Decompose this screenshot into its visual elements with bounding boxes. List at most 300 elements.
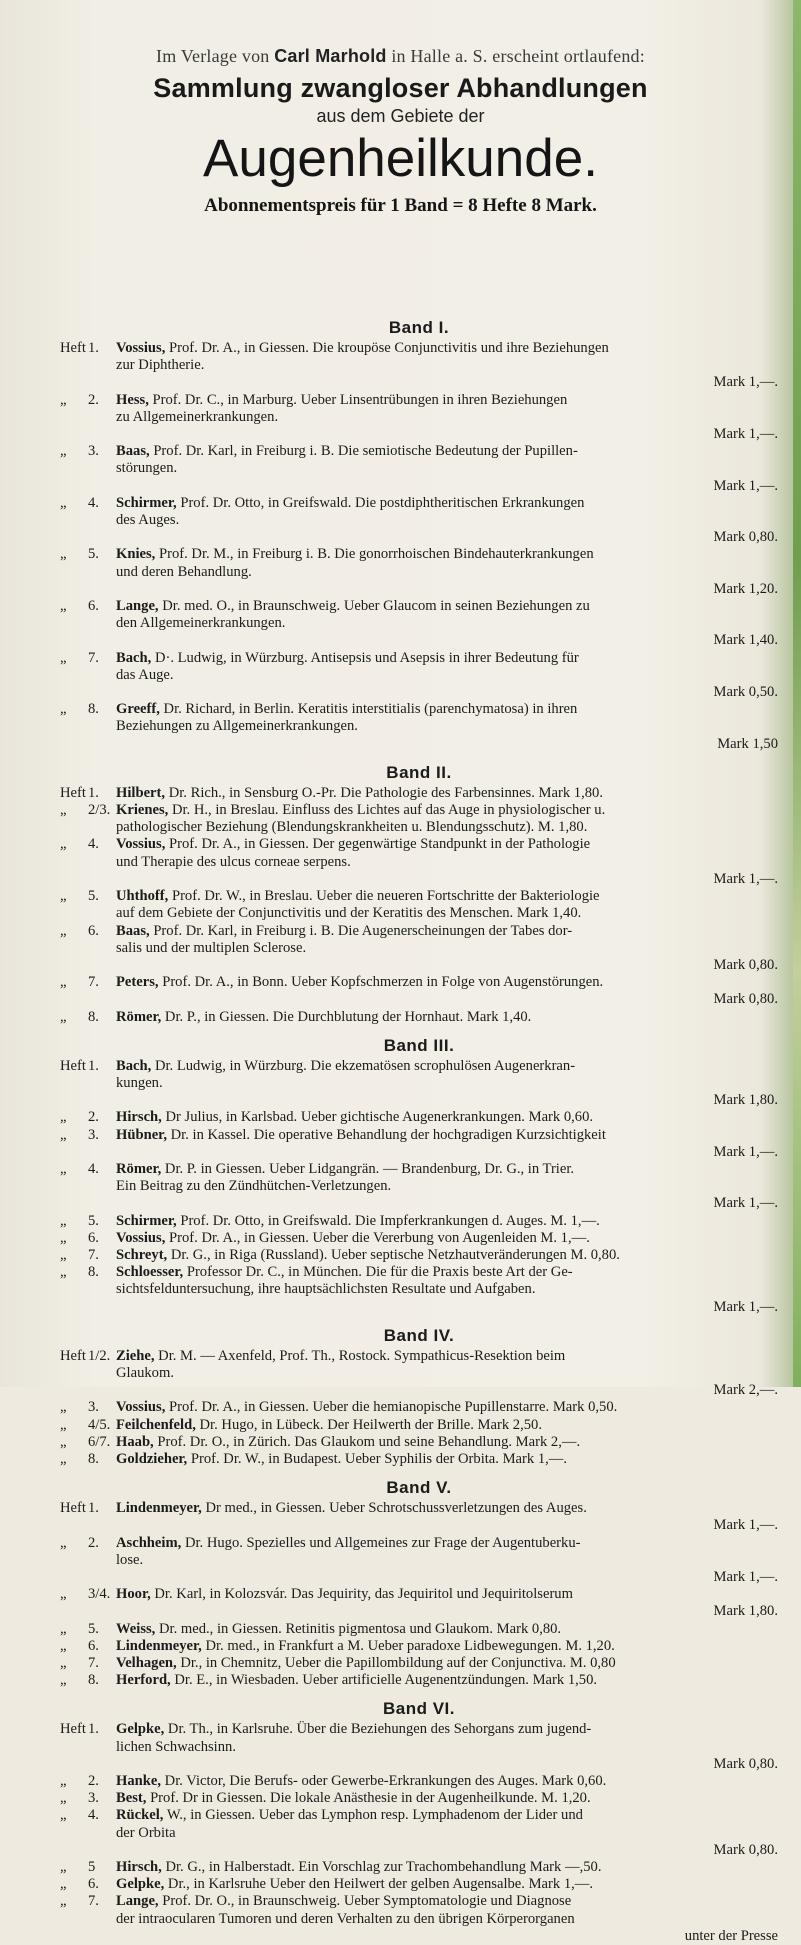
entry-line [116,718,778,735]
catalogue-entry [60,1213,778,1230]
catalogue-entry [60,495,778,547]
catalogue-entry [60,1348,778,1400]
entry-line [116,392,778,409]
entry-line [116,443,778,460]
issue-label: Heft [60,1057,86,1074]
issue-number [60,836,114,853]
issue-label: „ [60,1672,67,1689]
author-name: Hoor, [116,1586,151,1603]
issue-number [60,1109,114,1126]
issue-no: 2. [88,1109,99,1126]
entry-line [116,905,778,922]
entry-line [116,1127,778,1144]
entry-line [116,836,778,853]
issue-no: 3. [88,443,99,460]
issue-label: „ [60,546,67,563]
issue-no: 7. [88,649,99,666]
author-name: Hess, [116,391,149,408]
issue-label: „ [60,391,67,408]
issue-label: „ [60,1416,67,1433]
entry-price: Mark 0,80. [713,1841,778,1858]
issue-no: 1. [88,784,99,801]
issue-no: 3. [88,1126,99,1143]
issue-label: „ [60,1876,67,1893]
catalogue-entry [60,1127,778,1161]
issue-no: 6/7. [88,1433,111,1450]
entry-text: Dr. Ludwig, in Würzburg. Die ekzematösen scrophulösen Augenerkran- [154,1057,576,1074]
catalogue-entry [60,802,778,836]
entry-line [116,357,778,374]
entry-price: Mark 1,—. [713,1298,778,1315]
issue-number [60,1161,114,1178]
issue-label: „ [60,443,67,460]
entry-line [116,1264,778,1281]
entry-text: Prof. Dr. M., in Freiburg i. B. Die gonorrhoischen Bindehauterkrankungen [158,546,594,563]
issue-no: 4. [88,836,99,853]
author-name: Rückel, [116,1807,164,1824]
catalogue-entry [60,1721,778,1773]
author-name: Vossius, [116,1229,166,1246]
entry-line [116,1893,778,1910]
catalogue-entry [60,1773,778,1790]
entry-price: Mark 1,—. [713,1517,778,1534]
issue-no: 5. [88,546,99,563]
issue-label: „ [60,1655,67,1672]
entry-price: Mark 0,80. [713,529,778,546]
author-name: Hübner, [116,1126,167,1143]
author-name: Aschheim, [116,1534,182,1551]
entry-line [116,1161,778,1178]
catalogue-entry [60,974,778,1008]
issue-number [60,495,114,512]
catalogue-entry [60,1672,778,1689]
issue-number [60,888,114,905]
author-name: Feilchenfeld, [116,1416,196,1433]
issue-label: „ [60,1893,67,1910]
issue-no: 4. [88,1807,99,1824]
entry-line [116,409,778,426]
entry-line [116,1773,778,1790]
series-subtitle: aus dem Gebiete der [316,106,485,126]
entry-text: der Orbita [116,1824,176,1841]
issue-label: „ [60,1160,67,1177]
entry-line [116,495,778,512]
author-name: Baas, [116,443,150,460]
entry-text: Prof. Dr. A., in Giessen. Der gegenwärtige Standpunkt in der Pathologie [169,836,591,853]
issue-label: Heft [60,1721,86,1738]
issue-number [60,1417,114,1434]
author-name: Vossius, [116,1399,166,1416]
author-name: Best, [116,1790,147,1807]
author-name: Hirsch, [116,1109,162,1126]
issue-label: „ [60,598,67,615]
author-name: Lindenmeyer, [116,1500,202,1517]
issue-number [60,392,114,409]
issue-label: „ [60,701,67,718]
catalogue-entry [60,1264,778,1316]
issue-label: „ [60,1008,67,1025]
author-name: Goldzieher, [116,1450,188,1467]
entry-line [116,888,778,905]
entry-text: zur Diphtherie. [116,357,205,374]
issue-no: 1. [88,1721,99,1738]
catalogue-entry [60,650,778,702]
entry-line [116,1655,778,1672]
issue-number [60,1655,114,1672]
issue-number [60,701,114,718]
issue-number [60,1451,114,1468]
entry-line [116,1434,778,1451]
entry-price: Mark 1,—. [713,374,778,391]
entry-text: Dr. P. in Giessen. Ueber Lidgangrän. — Brandenburg, Dr. G., in Trier. [164,1160,575,1177]
issue-label: „ [60,1264,67,1281]
entry-price: Mark 1,40. [713,632,778,649]
issue-number [60,1009,114,1026]
author-name: Gelpke, [116,1721,165,1738]
entry-price: Mark 1,80. [713,1092,778,1109]
author-name: Schirmer, [116,1212,177,1229]
issue-no: 1/2. [88,1347,111,1364]
author-name: Uhthoff, [116,888,169,905]
subscription-price: Abonnementspreis für 1 Band = 8 Hefte 8 Mark. [204,195,597,216]
entry-text: kungen. [116,1074,163,1091]
issue-number [60,1500,114,1517]
entry-text: Dr. in Kassel. Die operative Behandlung der hochgradigen Kurzsichtigkeit [170,1126,606,1143]
entry-text: und Therapie des ulcus corneae serpens. [116,853,351,870]
publisher-line [0,46,801,67]
entry-line [116,802,778,819]
entry-text: Professor Dr. C., in München. Die für die Praxis beste Art der Ge- [186,1264,573,1281]
entry-text: Prof. Dr. W., in Budapest. Ueber Syphilis der Orbita. Mark 1,—. [190,1450,568,1467]
catalogue-entry [60,1399,778,1416]
author-name: Schirmer, [116,494,177,511]
issue-number [60,974,114,991]
entry-line [116,1417,778,1434]
entry-text: den Allgemeinerkrankungen. [116,615,286,632]
entry-price: Mark 1,—. [713,870,778,887]
entry-line [116,1535,778,1552]
catalogue-entry [60,1790,778,1807]
issue-label: Heft [60,1500,86,1517]
entry-price: Mark 0,80. [713,956,778,973]
entry-text: Prof. Dr. A., in Giessen. Ueber die hemianopische Pupillenstarre. Mark 0,50. [169,1399,618,1416]
entry-text: Prof. Dr. O., in Braunschweig. Ueber Symptomatologie und Diagnose [162,1893,572,1910]
issue-number [60,1638,114,1655]
issue-number [60,1721,114,1738]
issue-number [60,1893,114,1910]
entry-text: Dr. med., in Frankfurt a M. Ueber paradoxe Lidbewegungen. M. 1,20. [205,1637,615,1654]
issue-no: 6. [88,1229,99,1246]
entry-line [116,1552,778,1569]
issue-label: „ [60,1450,67,1467]
entry-text: Dr. P., in Giessen. Die Durchblutung der Hornhaut. Mark 1,40. [164,1008,532,1025]
entry-line [116,1876,778,1893]
entry-text: Prof. Dr. Otto, in Greifswald. Die Impferkrankungen d. Auges. M. 1,—. [180,1212,600,1229]
issue-label: „ [60,1109,67,1126]
catalogue-entry [60,888,778,922]
catalogue-entry [60,701,778,753]
issue-number [60,1876,114,1893]
issue-no: 1. [88,1057,99,1074]
catalogue-entry [60,1586,778,1620]
issue-no: 8. [88,1672,99,1689]
entry-text: Dr. Richard, in Berlin. Keratitis interstitialis (parenchymatosa) in ihren [163,701,578,718]
entry-line [116,1075,778,1092]
issue-no: 4. [88,494,99,511]
issue-no: 8. [88,1450,99,1467]
entry-line [116,1451,778,1468]
issue-label: „ [60,1229,67,1246]
entry-line [116,650,778,667]
entry-text: das Auge. [116,666,174,683]
issue-number [60,598,114,615]
catalogue-entry [60,923,778,975]
catalogue-entry [60,1500,778,1534]
entry-price: Mark 0,80. [713,991,778,1008]
author-name: Römer, [116,1008,162,1025]
issue-number [60,1535,114,1552]
entry-line [116,1399,778,1416]
entry-line [116,667,778,684]
entry-line [116,598,778,615]
entry-text: Dr. Hugo. Spezielles und Allgemeines zur Frage der Augentuberku- [184,1534,581,1551]
catalogue-entry [60,836,778,888]
issue-no: 5. [88,1620,99,1637]
issue-no: 2. [88,391,99,408]
band-title: Band VI. [382,1699,455,1719]
entry-text: Dr med., in Giessen. Ueber Schrotschussverletzungen des Auges. [205,1500,587,1517]
catalogue-entry [60,1417,778,1434]
issue-label: „ [60,1212,67,1229]
catalogue-entry [60,443,778,495]
issue-no: 2/3. [88,802,111,819]
entry-text: Glaukom. [116,1364,174,1381]
author-name: Peters, [116,974,159,991]
entry-price: Mark 2,—. [713,1382,778,1399]
entry-text: Dr. H., in Breslau. Einfluss des Lichtes auf das Auge in physiologischer u. [171,802,606,819]
entry-line [116,512,778,529]
entry-line [116,1281,778,1298]
issue-label: „ [60,1433,67,1450]
catalogue-entry [60,1161,778,1213]
catalogue-entry [60,392,778,444]
issue-number [60,1790,114,1807]
issue-no: 7. [88,974,99,991]
issue-label: „ [60,1773,67,1790]
author-name: Krienes, [116,802,169,819]
issue-number [60,1621,114,1638]
author-name: Lange, [116,1893,159,1910]
author-name: Römer, [116,1160,162,1177]
issue-label: „ [60,922,67,939]
issue-label: „ [60,1586,67,1603]
entry-line [116,1230,778,1247]
entry-text: Prof. Dr. Karl, in Freiburg i. B. Die semiotische Bedeutung der Pupillen- [153,443,578,460]
entry-line [116,340,778,357]
catalogue-entry [60,1655,778,1672]
entry-line [116,1739,778,1756]
issue-label: „ [60,649,67,666]
author-name: Vossius, [116,836,166,853]
issue-label: „ [60,1399,67,1416]
issue-number [60,1264,114,1281]
entry-line [116,1911,778,1928]
issue-no: 1. [88,340,99,356]
issue-no: 1. [88,1500,99,1517]
catalogue-entry [60,1109,778,1126]
entry-line [116,1621,778,1638]
entry-text: Prof. Dr. Otto, in Greifswald. Die postdiphtheritischen Erkrankungen [180,494,585,511]
entry-text: Prof. Dr. O., in Zürich. Das Glaukom und seine Behandlung. Mark 2,—. [157,1433,581,1450]
entry-price: unter der Presse [684,1927,778,1944]
author-name: Schloesser, [116,1264,184,1281]
issue-number [60,1859,114,1876]
entry-text: Dr., in Karlsruhe Ueber den Heilwert der gelben Augensalbe. Mark 1,—. [167,1876,594,1893]
band-title: Band III. [383,1035,455,1055]
issue-number [60,1348,114,1365]
issue-label: Heft [60,340,86,356]
entry-text: Dr. M. — Axenfeld, Prof. Th., Rostock. Sympathicus-Resektion beim [158,1347,566,1364]
issue-no: 7. [88,1655,99,1672]
entry-line [116,1807,778,1824]
issue-label: „ [60,836,67,853]
author-name: Greeff, [116,701,160,718]
entry-line [116,546,778,563]
issue-no: 3/4. [88,1586,111,1603]
author-name: Schreyt, [116,1246,168,1263]
author-name: Herford, [116,1672,171,1689]
entry-line [116,1213,778,1230]
entry-line [116,460,778,477]
issue-number [60,1807,114,1824]
author-name: Velhagen, [116,1655,177,1672]
entry-line [116,854,778,871]
entry-text: Dr Julius, in Karlsbad. Ueber gichtische Augenerkrankungen. Mark 0,60. [165,1109,594,1126]
catalogue-list [60,308,778,1945]
issue-number [60,785,114,802]
issue-no: 5. [88,888,99,905]
entry-text: W., in Giessen. Ueber das Lymphon resp. Lymphadenom der Lider und [166,1807,583,1824]
entry-text: sichtsfelduntersuchung, ihre hauptsächlichsten Resultate und Aufgaben. [116,1281,536,1298]
entry-line [116,1109,778,1126]
catalogue-entry [60,1058,778,1110]
issue-label: „ [60,1620,67,1637]
issue-no: 5. [88,1212,99,1229]
entry-text: salis und der multiplen Sclerose. [116,939,307,956]
entry-line [116,785,778,802]
catalogue-entry [60,1230,778,1247]
issue-number [60,1127,114,1144]
entry-price: Mark 0,80. [713,1755,778,1772]
issue-label: „ [60,802,67,819]
entry-text: Dr. G., in Halberstadt. Ein Vorschlag zur Trachombehandlung Mark —,50. [165,1859,602,1876]
entry-price: Mark 1,—. [713,426,778,443]
issue-no: 2. [88,1534,99,1551]
issue-number [60,1213,114,1230]
author-name: Bach, [116,649,152,666]
entry-text: Dr. Victor, Die Berufs- oder Gewerbe-Erkrankungen des Auges. Mark 0,60. [164,1773,607,1790]
entry-price: Mark 1,80. [713,1603,778,1620]
author-name: Bach, [116,1057,152,1074]
issue-label: „ [60,1246,67,1263]
entry-line [116,1500,778,1517]
issue-no: 8. [88,701,99,718]
author-name: Hilbert, [116,784,166,801]
entry-text: Prof. Dr. A., in Giessen. Ueber die Vererbung von Augenleiden M. 1,—. [169,1229,590,1246]
entry-text: Dr. Th., in Karlsruhe. Über die Beziehungen des Sehorgans zum jugend- [167,1721,592,1738]
catalogue-entry [60,1893,778,1945]
issue-number [60,1434,114,1451]
author-name: Knies, [116,546,156,563]
author-name: Lindenmeyer, [116,1637,202,1654]
entry-text: Prof. Dr. A., in Giessen. Die kroupöse Conjunctivitis und ihre Beziehungen [169,340,609,356]
issue-no: 8. [88,1008,99,1025]
entry-price: Mark 0,50. [713,684,778,701]
issue-no: 6. [88,1876,99,1893]
entry-text: Dr. med., in Giessen. Retinitis pigmentosa und Glaukom. Mark 0,80. [158,1620,562,1637]
catalogue-entry [60,1009,778,1026]
entry-line [116,1859,778,1876]
header [0,46,801,217]
entry-line [116,1825,778,1842]
entry-text: zu Allgemeinerkrankungen. [116,408,279,425]
issue-label: Heft [60,784,86,801]
catalogue-entry [60,1434,778,1451]
author-name: Baas, [116,922,150,939]
issue-label: „ [60,494,67,511]
catalogue-entry [60,340,778,392]
issue-no: 6. [88,598,99,615]
issue-number [60,1247,114,1264]
publisher-prefix: Im Verlage von [156,46,270,66]
issue-label: „ [60,1807,67,1824]
entry-line [116,819,778,836]
catalogue-entry [60,546,778,598]
entry-price: Mark 1,—. [713,477,778,494]
entry-text: und deren Behandlung. [116,563,252,580]
issue-number [60,340,114,357]
issue-number [60,1230,114,1247]
issue-no: 7. [88,1246,99,1263]
entry-text: Dr. Karl, in Kolozsvár. Das Jequirity, das Jequiritol und Jequiritolserum [154,1586,573,1603]
catalogue-entry [60,598,778,650]
author-name: Gelpke, [116,1876,165,1893]
issue-number [60,923,114,940]
entry-line [116,940,778,957]
entry-text: auf dem Gebiete der Conjunctivitis und der Keratitis des Menschen. Mark 1,40. [116,905,582,922]
issue-no: 4/5. [88,1416,111,1433]
issue-label: „ [60,974,67,991]
entry-line [116,1672,778,1689]
author-name: Ziehe, [116,1347,155,1364]
entry-line [116,1178,778,1195]
publisher-name: Carl Marhold [274,46,387,66]
entry-line [116,1247,778,1264]
entry-line [116,1009,778,1026]
series-title: Sammlung zwangloser Abhandlungen [153,73,648,103]
entry-text: Ein Beitrag zu den Zündhütchen-Verletzungen. [116,1178,392,1195]
entry-text: Dr. E., in Wiesbaden. Ueber artificielle Augenentzündungen. Mark 1,50. [174,1672,598,1689]
catalogue-entry [60,1247,778,1264]
issue-no: 3. [88,1399,99,1416]
issue-no: 7. [88,1893,99,1910]
entry-text: Prof. Dr in Giessen. Die lokale Anästhesie in der Augenheilkunde. M. 1,20. [150,1790,591,1807]
author-name: Hanke, [116,1773,162,1790]
issue-number [60,650,114,667]
main-title: Augenheilkunde. [203,129,598,188]
band-title: Band II. [386,762,452,782]
issue-label: „ [60,1637,67,1654]
